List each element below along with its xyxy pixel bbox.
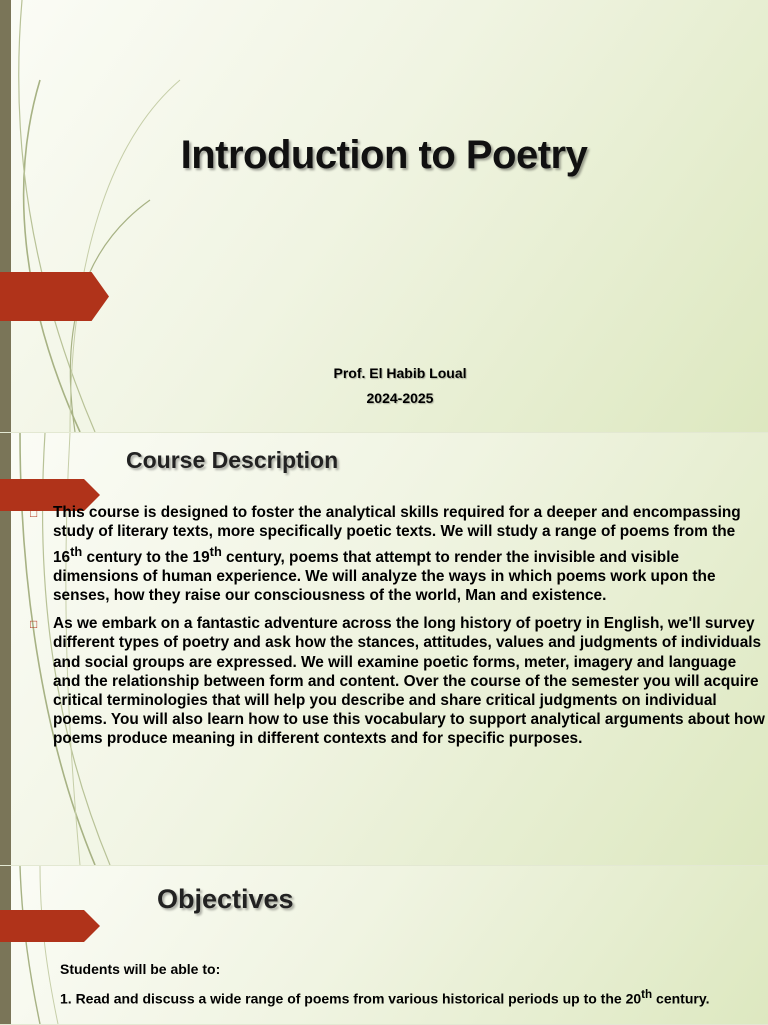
paragraph-text: This course is designed to foster the analytical skills required for a deeper and encompassing study of literary texts, more specifically poetic texts. We will study a range of poems from the 16th century to the 19th century, poems that attempt to render the invisible and visible dimensions of human experience. We will analyze the ways in which poems work upon the senses, how they raise our consciousness of the world, Man and existence. xyxy=(53,504,741,604)
accent-tab xyxy=(0,910,100,942)
list-item xyxy=(30,503,766,605)
section-heading: Course Description xyxy=(126,447,339,473)
paragraph-text: As we embark on a fantastic adventure across the long history of poetry in English, we'll survey different types of poetry and ask how the stances, attitudes, values and judgments of individuals and social groups are expressed. We will examine poetic forms, meter, imagery and language and the relationship between form and content. Over the course of the semester you will acquire critical terminologies that will help you describe and share critical judgments on individual poems. You will also learn how to use this vocabulary to support analytical arguments about how poems produce meaning in different contexts and for specific purposes. xyxy=(53,615,765,748)
list-item xyxy=(30,614,766,748)
accent-tab xyxy=(0,272,109,321)
section-heading: Objectives xyxy=(157,884,294,914)
course-description-slide xyxy=(0,433,768,866)
objective-item: 1. Read and discuss a wide range of poems from various historical periods up to the 20th century. xyxy=(60,988,710,1007)
presentation-title: Introduction to Poetry xyxy=(180,133,588,177)
academic-year: 2024-2025 xyxy=(366,390,434,406)
description-list xyxy=(30,503,766,758)
objectives-intro: Students will be able to: xyxy=(60,961,221,977)
objectives-slide xyxy=(0,866,768,1025)
author-name: Prof. El Habib Loual xyxy=(333,365,467,381)
square-bullet-icon: □ xyxy=(30,617,38,632)
title-slide xyxy=(0,0,768,433)
square-bullet-icon: □ xyxy=(30,506,38,520)
